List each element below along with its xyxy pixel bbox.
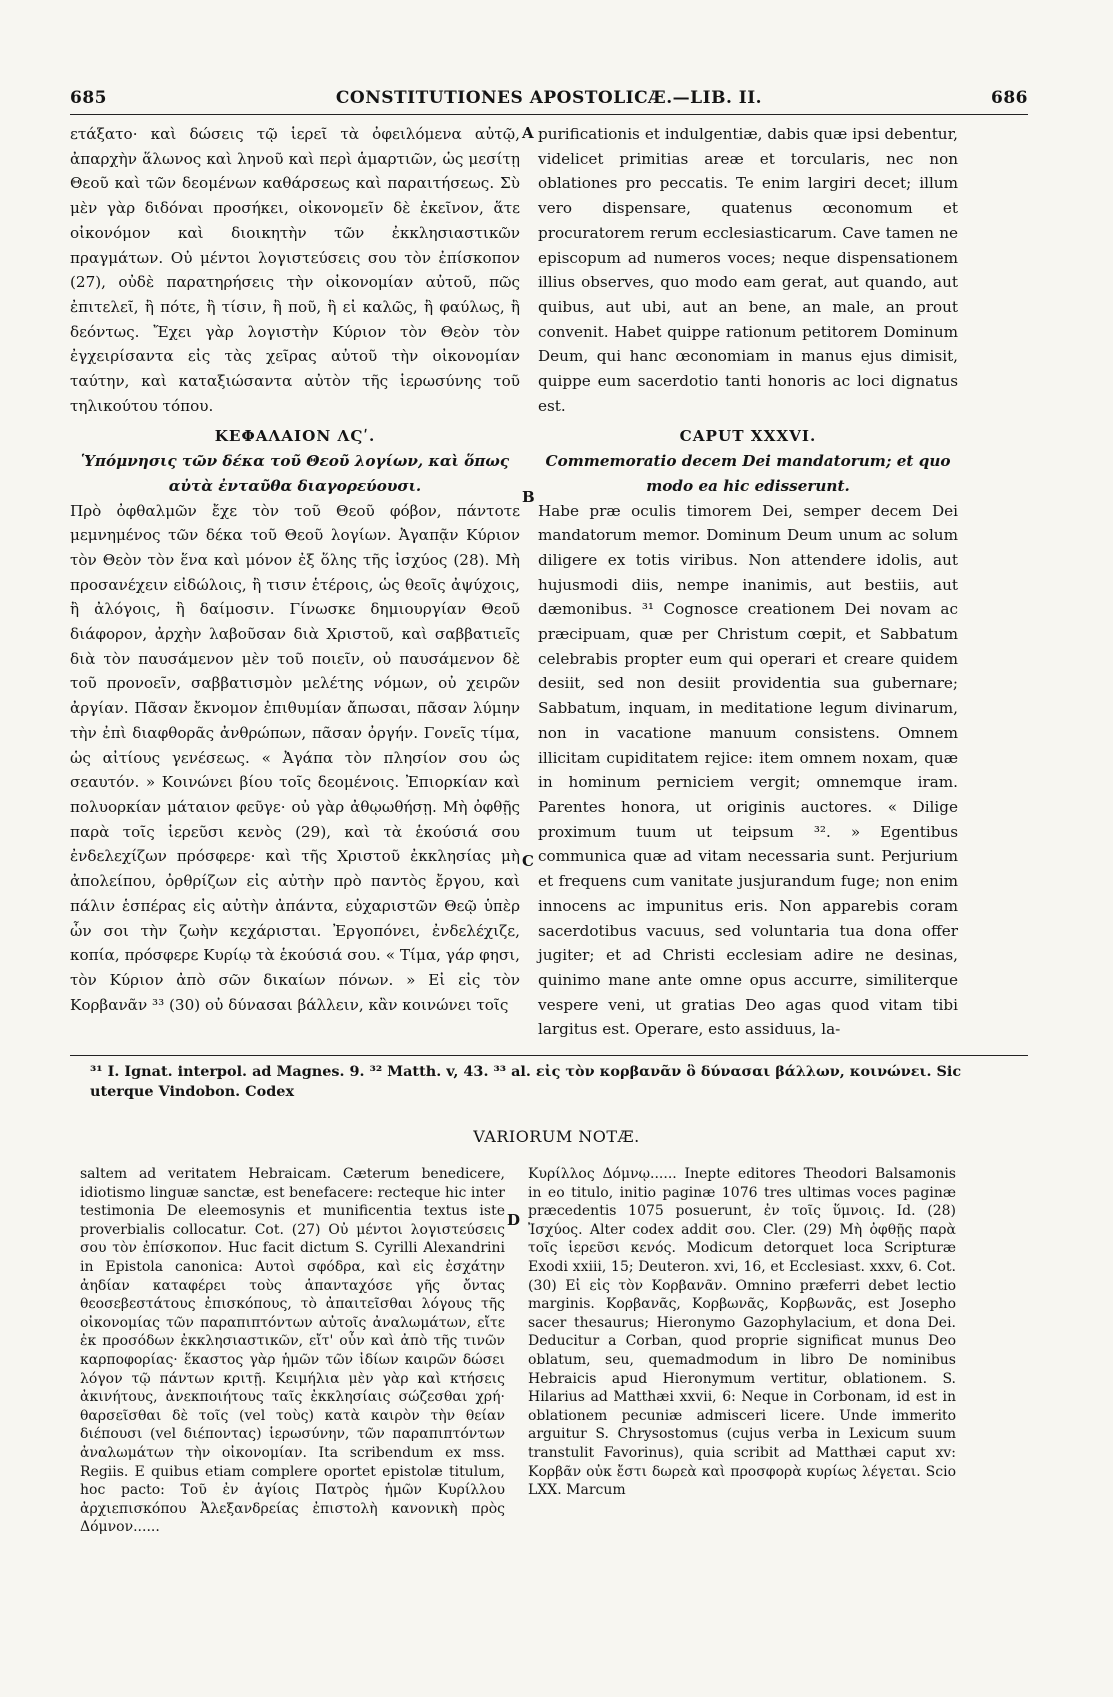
latin-paragraph-2: Habe præ oculis timorem Dei, semper decem Dei mandatorum memor. Dominum Deum unum ac solum diligere ex totis viribus. Non attendere idolis, aut hujusmodi diis, nempe inanimis, aut bestiis, aut dæmonibus. ³¹ Cognosce creationem Dei novam ac præcipuam, quæ per Christum cœpit, et Sabbatum celebrabis propter eum qui operari et creare quidem desiit, sed non desiit providentia sua gubernare; Sabbatum, inquam, in meditatione legum divinarum, non in vacatione manuum consistens. Omnem illicitam cupiditatem rejice: item omnem noxam, quæ in hominum perniciem vergit; omnemque iram. Parentes honora, ut originis auctores. « Dilige proximum tuum ut teipsum ³². » Egentibus communica quæ ad vitam necessaria sunt. Perjurium et frequens cum vanitate jusjurandum fuge; non enim innocens ac impunitus eris. Non apparebis coram sacerdotibus vacuus, sed voluntaria tua dona offer jugiter; et ad Christi ecclesiam adire ne desinas, quinimo mane ante omne opus accurre, similiterque vespere veni, ut gratias Deo agas quod vitam tibi largitus est. Operare, esto assiduus, la-	[538, 501, 958, 1039]
greek-chapter-subtitle: Ὑπόμνησις τῶν δέκα τοῦ Θεοῦ λογίων, καὶ ὅπως αὐτὰ ἐνταῦθα διαγορεύουσι.	[80, 452, 510, 495]
greek-chapter-heading: ΚΕΦΑΛΑΙΟΝ ΛϚʹ.	[214, 427, 376, 446]
notes-column-left	[80, 1165, 505, 1537]
latin-chapter-subtitle: Commemoratio decem Dei mandatorum; et quo modo ea hic edisserunt.	[545, 452, 951, 495]
margin-marker-d: D	[507, 1211, 521, 1229]
latin-column-top	[538, 122, 958, 1042]
page-number-left: 685	[70, 88, 107, 108]
margin-marker-b: B	[522, 488, 535, 506]
latin-paragraph-1: purificationis et indulgentiæ, dabis quæ ipsi debentur, videlicet primitias areæ et torcularis, nec non oblationes pro peccatis. Te enim largiri decet; illum vero dispensare, quatenus œconomum et procuratorem rerum ecclesiasticarum. Cave tamen ne episcopum ad numeros voces; neque dispensationem illius observes, quo modo eam gerat, aut quando, aut quibus, aut ubi, aut an bene, an male, an prout convenit. Habet quippe rationum petitorem Dominum Deum, qui hanc œconomiam in manus ejus dimisit, quippe eum sacerdotio tanti honoris ac loci dignatus est.	[538, 125, 958, 415]
greek-paragraph-1: ετάξατο· καὶ δώσεις τῷ ἱερεῖ τὰ ὀφειλόμενα αὐτῷ, ἀπαρχὴν ἅλωνος καὶ ληνοῦ καὶ περὶ ἁμαρτιῶν, ὡς μεσίτῃ Θεοῦ καὶ τῶν δεομένων καθάρσεως καὶ παραιτήσεως. Σὺ μὲν γὰρ διδόναι προσήκει, οἰκονομεῖν δὲ ἐκεῖνον, ἅτε οἰκονόμον καὶ διοικητὴν τῶν ἐκκλησιαστικῶν πραγμάτων. Οὐ μέντοι λογιστεύσεις σου τὸν ἐπίσκοπον (27), οὐδὲ παρατηρήσεις τὴν οἰκονομίαν αὐτοῦ, πῶς ἐπιτελεῖ, ἢ πότε, ἢ τίσιν, ἢ ποῦ, ἢ εἰ καλῶς, ἢ φαύλως, ἢ δεόντως. Ἔχει γὰρ λογιστὴν Κύριον τὸν Θεὸν τὸν ἐγχειρίσαντα εἰς τὰς χεῖρας αὐτοῦ τὴν οἰκονομίαν ταύτην, καὶ καταξιώσαντα αὐτὸν τῆς ἱερωσύνης τοῦ τηλικούτου τόπου.	[70, 125, 520, 415]
page-header	[70, 88, 1028, 114]
notes-left-text: saltem ad veritatem Hebraicam. Cæterum benedicere, idiotismo linguæ sanctæ, est benefacere: recteque hic inter testimonia De eleemosynis et munificentia textus iste proverbialis collocatur. Cot. (27) Οὐ μέντοι λογιστεύσεις σου τὸν ἐπίσκοπον. Huc facit dictum S. Cyrilli Alexandrini in Epistola canonica: Αυτοὶ σφόδρα, καὶ εἰς ἐσχάτην ἀηδίαν καταφέρει τοὺς ἁπανταχόσε γῆς ὄντας θεοσεβεστάτους ἐπισκόπους, τὸ ἀπαιτεῖσθαι λόγους τῆς οἰκονομίας τῶν παραπιπτόντων αὐτοῖς ἀναλωμάτων, εἴτε ἐκ προσόδων ἐκκλησιαστικῶν, εἴτ' οὖν καὶ ἀπὸ τῆς τινῶν καρποφορίας· ἕκαστος γὰρ ἡμῶν τῶν ἰδίων καιρῶν δώσει λόγον τῷ πάντων κριτῇ. Κειμήλια μὲν γὰρ καὶ κτήσεις ἀκινήτους, ἀνεκποιήτους ταῖς ἐκκλησίαις σώζεσθαι χρή· θαρσεῖσθαι δὲ τοῖς (vel τοὺς) κατὰ καιρὸν τὴν θείαν διέπουσι (vel διέποντας) ἱερωσύνην, τῶν παραπιπτόντων ἀναλωμάτων τὴν οἰκονομίαν. Ita scribendum ex mss. Regiis. E quibus etiam complere oportet epistolæ titulum, hoc pacto: Τοῦ ἐν ἁγίοις Πατρὸς ἡμῶν Κυρίλλου ἀρχιεπισκόπου Ἀλεξανδρείας ἐπιστολὴ κανονικὴ πρὸς Δόμνον......	[80, 1166, 505, 1536]
running-title: CONSTITUTIONES APOSTOLICÆ.—LIB. II.	[335, 88, 763, 108]
notes-column-right	[528, 1165, 956, 1500]
greek-paragraph-2: Πρὸ ὀφθαλμῶν ἔχε τὸν τοῦ Θεοῦ φόβον, πάντοτε μεμνημένος τῶν δέκα τοῦ Θεοῦ λογίων. Ἀγαπᾷν Κύριον τὸν Θεὸν τὸν ἕνα καὶ μόνον ἐξ ὅλης τῆς ἰσχύος (28). Μὴ προσανέχειν εἰδώλοις, ἢ τισιν ἑτέροις, ὡς θεοῖς ἀψύχοις, ἢ ἀλόγοις, ἢ δαίμοσιν. Γίνωσκε δημιουργίαν Θεοῦ διάφορον, ἀρχὴν λαβοῦσαν διὰ Χριστοῦ, καὶ σαββατιεῖς διὰ τὸν παυσάμενον μὲν τοῦ ποιεῖν, οὐ παυσάμενον δὲ τοῦ προνοεῖν, σαββατισμὸν μελέτης νόμων, οὐ χειρῶν ἀργίαν. Πᾶσαν ἔκνομον ἐπιθυμίαν ἄπωσαι, πᾶσαν λύμην τὴν ἐπὶ διαφθορᾶς ἀνθρώπων, πᾶσαν ὀργήν. Γονεῖς τίμα, ὡς αἰτίους γενέσεως. « Ἀγάπα τὸν πλησίον σου ὡς σεαυτόν. » Κοινώνει βίου τοῖς δεομένοις. Ἐπιορκίαν καὶ πολυορκίαν μάταιον φεῦγε· οὐ γὰρ ἀθῳωθήσῃ. Μὴ ὀφθῇς παρὰ τοῖς ἱερεῦσι κενὸς (29), καὶ τὰ ἑκούσιά σου ἐνδελεχίζων πρόσφερε· καὶ τῆς Χριστοῦ ἐκκλησίας μὴ ἀπολείπου, ὀρθρίζων εἰς αὐτὴν πρὸ παντὸς ἔργου, καὶ πάλιν ἑσπέρας εἰς αὐτὴν ἀπάντα, εὐχαριστῶν Θεῷ ὑπὲρ ὧν σοι τὴν ζωὴν κεχάρισται. Ἐργοπόνει, ἐνδελέχιζε, κοπία, πρόσφερε Κυρίῳ τὰ ἑκούσιά σου. « Τίμα, γάρ φησι, τὸν Κύριον ἀπὸ σῶν δικαίων πόνων. » Εἰ εἰς τὸν Κορβανᾶν ³³ (30) οὐ δύνασαι βάλλειν, κἂν κοινώνει τοῖς	[70, 501, 520, 1014]
page-number-right: 686	[991, 88, 1028, 108]
footnotes: ³¹ I. Ignat. interpol. ad Magnes. 9. ³² Matth. v, 43. ³³ al. εἰς τὸν κορβανᾶν ὃ δύνασαι βάλλων, κοινώνει. Sic uterque Vindobon. Codex	[90, 1063, 962, 1100]
variorum-notes-title: VARIORUM NOTÆ.	[473, 1127, 640, 1146]
notes-right-text: Κυρίλλος Δόμνῳ...... Inepte editores Theodori Balsamonis in eo titulo, initio paginæ 1076 tres ultimas voces paginæ præcedentis 1075 posuerunt, ἐν τοῖς ὕμνοις. Id. (28) Ἰσχύος. Alter codex addit σου. Cler. (29) Μὴ ὀφθῇς παρὰ τοῖς ἱερεῦσι κενός. Modicum detorquet loca Scripturæ Exodi xxiii, 15; Deuteron. xvi, 16, et Ecclesiast. xxxv, 6. Cot. (30) Εἰ εἰς τὸν Κορβανᾶν. Omnino præferri debet lectio marginis. Κορβανᾶς, Κορβωνᾶς, Κορβωνᾶς, est Josepho sacer thesaurus; Hieronymo Gazophylacium, et dona Dei. Deducitur a Corban, quod proprie significat munus Deo oblatum, seu, quemadmodum in libro De nominibus Hebraicis apud Hieronymum vertitur, oblationem. S. Hilarius ad Matthæi xxvii, 6: Neque in Corbonam, id est in oblationem pecuniæ admisceri licere. Unde immerito arguitur S. Chrysostomus (cujus verba in Lexicum suum transtulit Favorinus), quia scribit ad Matthæi caput xv: Κορβᾶν οὐκ ἔστι δωρεὰ καὶ προσφορὰ κυρίως λέγεται. Scio LXX. Marcum	[528, 1166, 956, 1499]
margin-marker-a: A	[522, 124, 534, 142]
latin-chapter-heading: CAPUT XXXVI.	[679, 427, 817, 446]
footnote-rule	[70, 1055, 1028, 1056]
header-rule	[70, 114, 1028, 115]
greek-column-top	[70, 122, 520, 1017]
margin-marker-c: C	[522, 852, 534, 870]
